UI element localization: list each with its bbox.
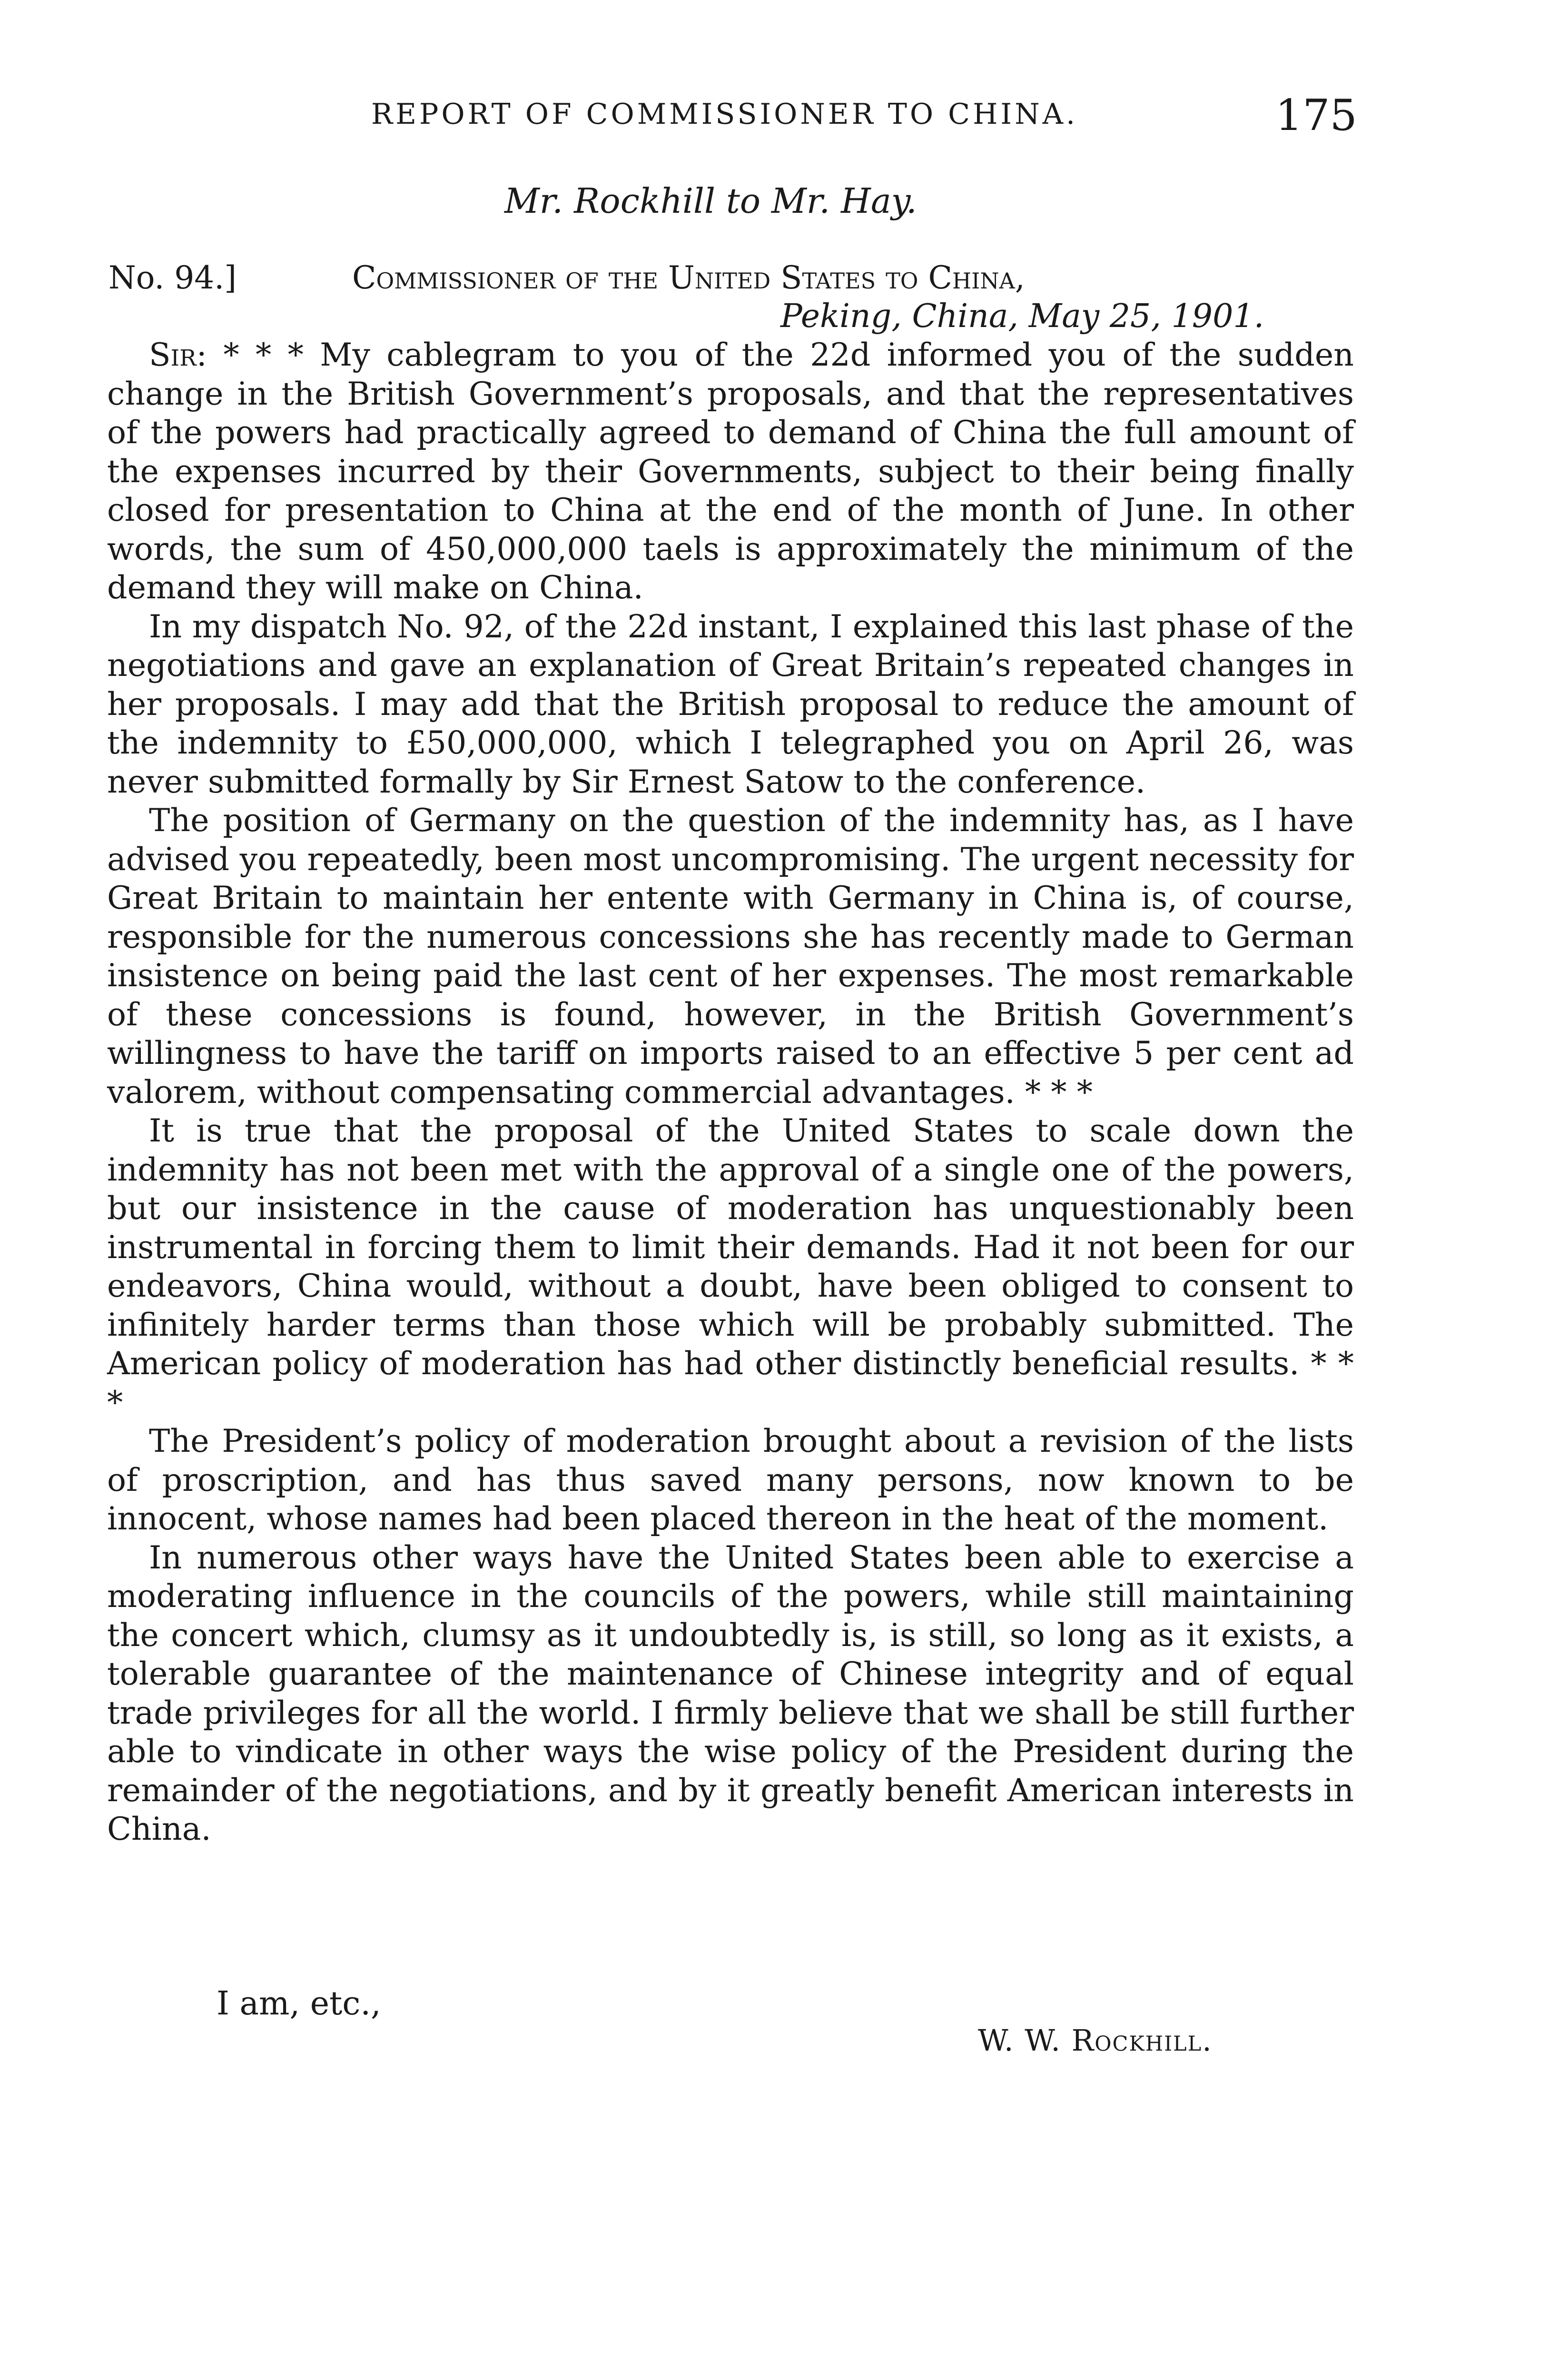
paragraph-1-text: * * * My cablegram to you of the 22d informed you of the sudden change in the British Government’s proposals, and that the representatives of the powers had practically agreed to demand of China the full amount of the expenses incurred by their Governments, subject to their being finally closed for presentation to China at the end of the month of June. In other words, the sum of 450,000,000 taels is approximately the minimum of the demand they will make on China.	[107, 336, 1354, 606]
place-and-date: Peking, China, May 25, 1901.	[780, 298, 1264, 335]
dispatch-number: No. 94.]	[109, 259, 237, 296]
signature: W. W. Rockhill.	[978, 2023, 1213, 2058]
paragraph-5: The President’s policy of moderation brought about a revision of the lists of proscription, and has thus saved many persons, now known to be innocent, whose names had been placed thereon in the heat of the moment.	[107, 1422, 1354, 1537]
paragraph-6: In numerous other ways have the United States been able to exercise a moderating influence in the councils of the powers, while still maintaining the concert which, clumsy as it undoubtedly is, is still, so long as it exists, a tolerable guarantee of the maintenance of Chinese integrity and of equal trade privileges for all the world. I firmly believe that we shall be still further able to vindicate in other ways the wise policy of the President during the remainder of the negotiations, and by it greatly benefit American interests in China.	[107, 1538, 1354, 1847]
sender-heading: Commissioner of the United States to China,	[352, 259, 1025, 296]
paragraph-2: In my dispatch No. 92, of the 22d instant, I explained this last phase of the negotiations and gave an explanation of Great Britain’s repeated changes in her proposals. I may add that the British proposal to reduce the amount of the indemnity to £50,000,000, which I telegraphed you on April 26, was never submitted formally by Sir Ernest Satow to the conference.	[107, 607, 1354, 800]
closing: I am, etc.,	[217, 1985, 381, 2023]
paragraph-4: It is true that the proposal of the United States to scale down the indemnity has not been met with the approval of a single one of the powers, but our insistence in the cause of moderation has unquestionably been instrumental in forcing them to limit their demands. Had it not been for our endeavors, China would, without a doubt, have been obliged to consent to infinitely harder terms than those which will be probably submitted. The American policy of moderation has had other distinctly beneficial results. * * *	[107, 1112, 1354, 1421]
running-head: REPORT OF COMMISSIONER TO CHINA.	[371, 98, 1078, 131]
page-number: 175	[1275, 90, 1357, 140]
letter-title: Mr. Rockhill to Mr. Hay.	[504, 181, 917, 221]
salutation: Sir:	[149, 336, 207, 373]
letter-body	[107, 336, 1354, 1849]
paragraph-1	[107, 336, 1354, 607]
paragraph-3: The position of Germany on the question of the indemnity has, as I have advised you repeatedly, been most uncompromising. The urgent necessity for Great Britain to maintain her entente with Germany in China is, of course, responsible for the numerous concessions she has recently made to German insistence on being paid the last cent of her expenses. The most remarkable of these concessions is found, however, in the British Government’s willingness to have the tariff on imports raised to an effective 5 per cent ad valorem, without compensating commercial advantages. * * *	[107, 802, 1354, 1111]
